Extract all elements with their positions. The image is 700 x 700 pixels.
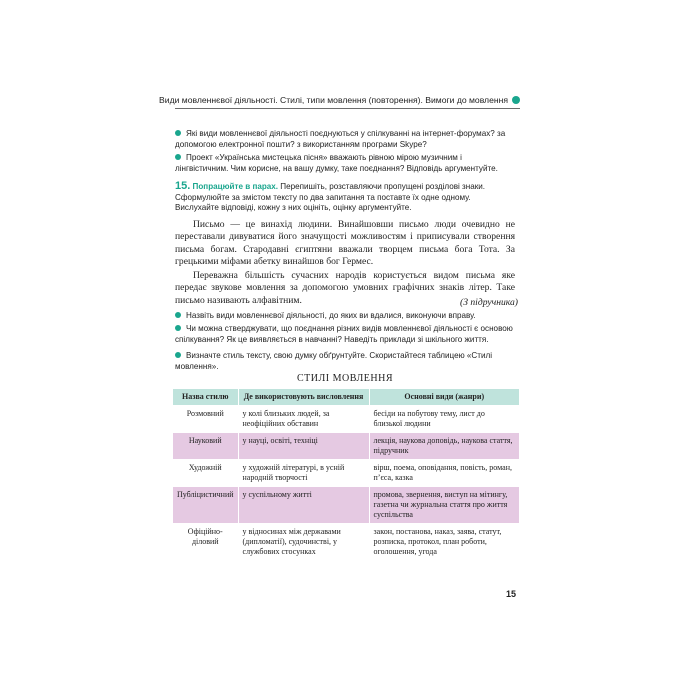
question-text: Визначте стиль тексту, свою думку обґрунтуйте. Скористайтеся таблицею «Стилі мовлення». — [175, 351, 492, 371]
question-item — [175, 153, 515, 174]
textbook-page — [159, 95, 520, 605]
passage-source: (З підручника) — [460, 297, 518, 308]
table-title: СТИЛІ МОВЛЕННЯ — [296, 373, 394, 384]
question-item — [175, 129, 515, 150]
question-text: Назвіть види мовленнєвої діяльності, до яких ви вдалися, виконуючи вправу. — [186, 311, 476, 320]
question-text: Які види мовленнєвої діяльності поєднуються у спілкуванні на інтернет-форумах? за допомогою електронної пошти? з використанням програми Skype? — [175, 129, 506, 149]
question-text: Проект «Українська мистецька пісня» вважають рівною мірою музичним і лінгвістичним. Чим корисне, на вашу думку, таке поєднання? Відповідь аргументуйте. — [175, 153, 498, 173]
table-cell: Офіційно-діловий — [173, 524, 239, 561]
bullet-icon — [175, 325, 181, 331]
styles-table — [172, 388, 520, 561]
table-cell: лекція, наукова доповідь, наукова стаття, підручник — [369, 433, 519, 460]
table-header-cell: Де використовують висловлення — [238, 389, 369, 406]
page-number: 15 — [505, 589, 516, 599]
header-dot-icon — [512, 96, 520, 104]
table-cell: Розмовний — [173, 406, 239, 433]
bullet-icon — [175, 352, 181, 358]
exercise-number: 15. — [175, 180, 191, 192]
table-header-row — [173, 389, 520, 406]
bullet-icon — [175, 154, 181, 160]
passage-paragraph: Переважна більшість сучасних народів користується видом письма яке передає звукове мовлення за допомогою умовних графічних знаків літер. Таке письмо називають алфавітним. — [175, 270, 515, 306]
exercise-task — [175, 181, 515, 214]
table-cell: Художній — [173, 460, 239, 487]
table-row — [173, 406, 520, 433]
question-item — [175, 311, 515, 322]
table-cell: у колі близьких людей, за неофіційних обставин — [238, 406, 369, 433]
question-item — [175, 324, 515, 345]
bullet-icon — [175, 130, 181, 136]
table-row — [173, 460, 520, 487]
table-cell: у художній літературі, в усній народній творчості — [238, 460, 369, 487]
table-header-cell: Назва стилю — [173, 389, 239, 406]
question-item — [175, 351, 515, 372]
page-header — [159, 95, 520, 109]
table-row — [173, 524, 520, 561]
table-cell: промова, звернення, виступ на мітингу, газетна чи журнальна стаття про життя суспільства — [369, 487, 519, 524]
table-cell: вірш, поема, оповідання, повість, роман, п’єса, казка — [369, 460, 519, 487]
table-cell: у відносинах між державами (дипломатії), судочинстві, у службових стосунках — [238, 524, 369, 561]
question-text: Чи можна стверджувати, що поєднання різних видів мовленнєвої діяльності є основою спілкування? Як це виявляється в навчанні? Наведіть приклади зі шкільного життя. — [175, 324, 513, 344]
header-title: Види мовленнєвої діяльності. Стилі, типи мовлення (повторення). Вимоги до мовлення — [159, 95, 508, 105]
table-cell: у науці, освіті, техніці — [238, 433, 369, 460]
table-row — [173, 433, 520, 460]
table-cell: Науковий — [173, 433, 239, 460]
table-cell: Публіцистичний — [173, 487, 239, 524]
table-header-cell: Основні види (жанри) — [369, 389, 519, 406]
table-row — [173, 487, 520, 524]
table-cell: закон, постанова, наказ, заява, статут, розписка, протокол, план роботи, оголошення, угода — [369, 524, 519, 561]
bullet-icon — [175, 312, 181, 318]
passage-paragraph: Письмо — це винахід людини. Винайшовши письмо люди очевидно не переставали дивуватися його значущості можливостям і приписували створення письма богам. Стародавні єгиптяни вважали творцем письма бога Тота. За грецькими міфами абетку винайшов бог Гермес. — [175, 219, 515, 268]
exercise-lead: Попрацюйте в парах. — [192, 182, 279, 191]
table-cell: у суспільному житті — [238, 487, 369, 524]
table-cell: бесіди на побутову тему, лист до близької людини — [369, 406, 519, 433]
exercise-text: Перепишіть, розставляючи пропущені розділові знаки. Сформулюйте за змістом тексту по два запитання та поставте їх одне одному. Вислухайте відповіді, кожну з них оцініть, оцінку аргументуйте. — [175, 182, 486, 212]
